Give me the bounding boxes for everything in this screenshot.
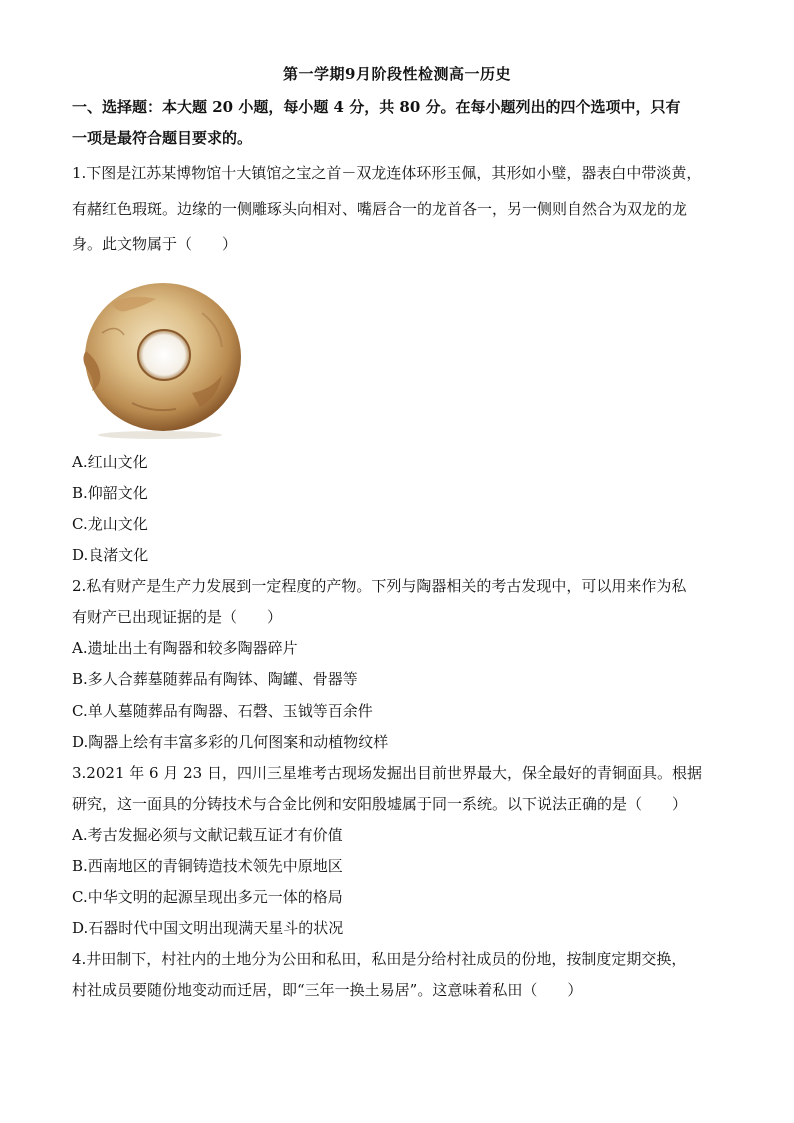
question-1-line-1: 1.下图是江苏某博物馆十大镇馆之宝之首－双龙连体环形玉佩，其形如小璧，器表白中带淡黄， — [72, 164, 702, 182]
question-1-option-b: B.仰韶文化 — [72, 484, 148, 502]
question-3-option-a: A.考古发掘必须与文献记载互证才有价值 — [72, 826, 343, 844]
question-1-line-2: 有赭红色瑕斑。边缘的一侧雕琢头向相对、嘴唇合一的龙首各一，另一侧则自然合为双龙的龙 — [72, 200, 688, 218]
question-1-line-3: 身。此文物属于（ ） — [72, 235, 238, 253]
jade-pendant-image — [72, 263, 248, 439]
question-2-option-a: A.遗址出土有陶器和较多陶器碎片 — [72, 639, 298, 657]
question-3-option-b: B.西南地区的青铜铸造技术领先中原地区 — [72, 857, 343, 875]
question-3-option-d: D.石器时代中国文明出现满天星斗的状况 — [72, 919, 344, 937]
question-2-option-b: B.多人合葬墓随葬品有陶钵、陶罐、骨器等 — [72, 670, 358, 688]
question-1-option-d: D.良渚文化 — [72, 546, 149, 564]
question-2-line-2: 有财产已出现证据的是（ ） — [72, 608, 283, 626]
section-header-line-2: 一项是最符合题目要求的。 — [72, 129, 253, 147]
question-1-option-c: C.龙山文化 — [72, 515, 148, 533]
question-3-line-1: 3.2021 年 6 月 23 日，四川三星堆考古现场发掘出目前世界最大，保全最好的青铜面具。根据 — [72, 764, 702, 782]
page-title: 第一学期9月阶段性检测高一历史 — [283, 65, 511, 83]
question-2-option-d: D.陶器上绘有丰富多彩的几何图案和动植物纹样 — [72, 733, 389, 751]
question-3-line-2: 研究，这一面具的分铸技术与合金比例和安阳殷墟属于同一系统。以下说法正确的是（ ） — [72, 795, 688, 813]
question-2-line-1: 2.私有财产是生产力发展到一定程度的产物。下列与陶器相关的考古发现中，可以用来作为私 — [72, 577, 687, 595]
question-4-line-1: 4.井田制下，村社内的土地分为公田和私田，私田是分给村社成员的份地，按制度定期交换， — [72, 950, 687, 968]
question-2-option-c: C.单人墓随葬品有陶器、石磬、玉钺等百余件 — [72, 702, 373, 720]
question-3-option-c: C.中华文明的起源呈现出多元一体的格局 — [72, 888, 343, 906]
question-4-line-2: 村社成员要随份地变动而迁居，即“三年一换土易居”。这意味着私田（ ） — [72, 981, 583, 999]
section-header-line-1: 一、选择题：本大题 20 小题，每小题 4 分，共 80 分。在每小题列出的四个选项中，只有 — [72, 98, 681, 116]
question-1-option-a: A.红山文化 — [72, 453, 148, 471]
